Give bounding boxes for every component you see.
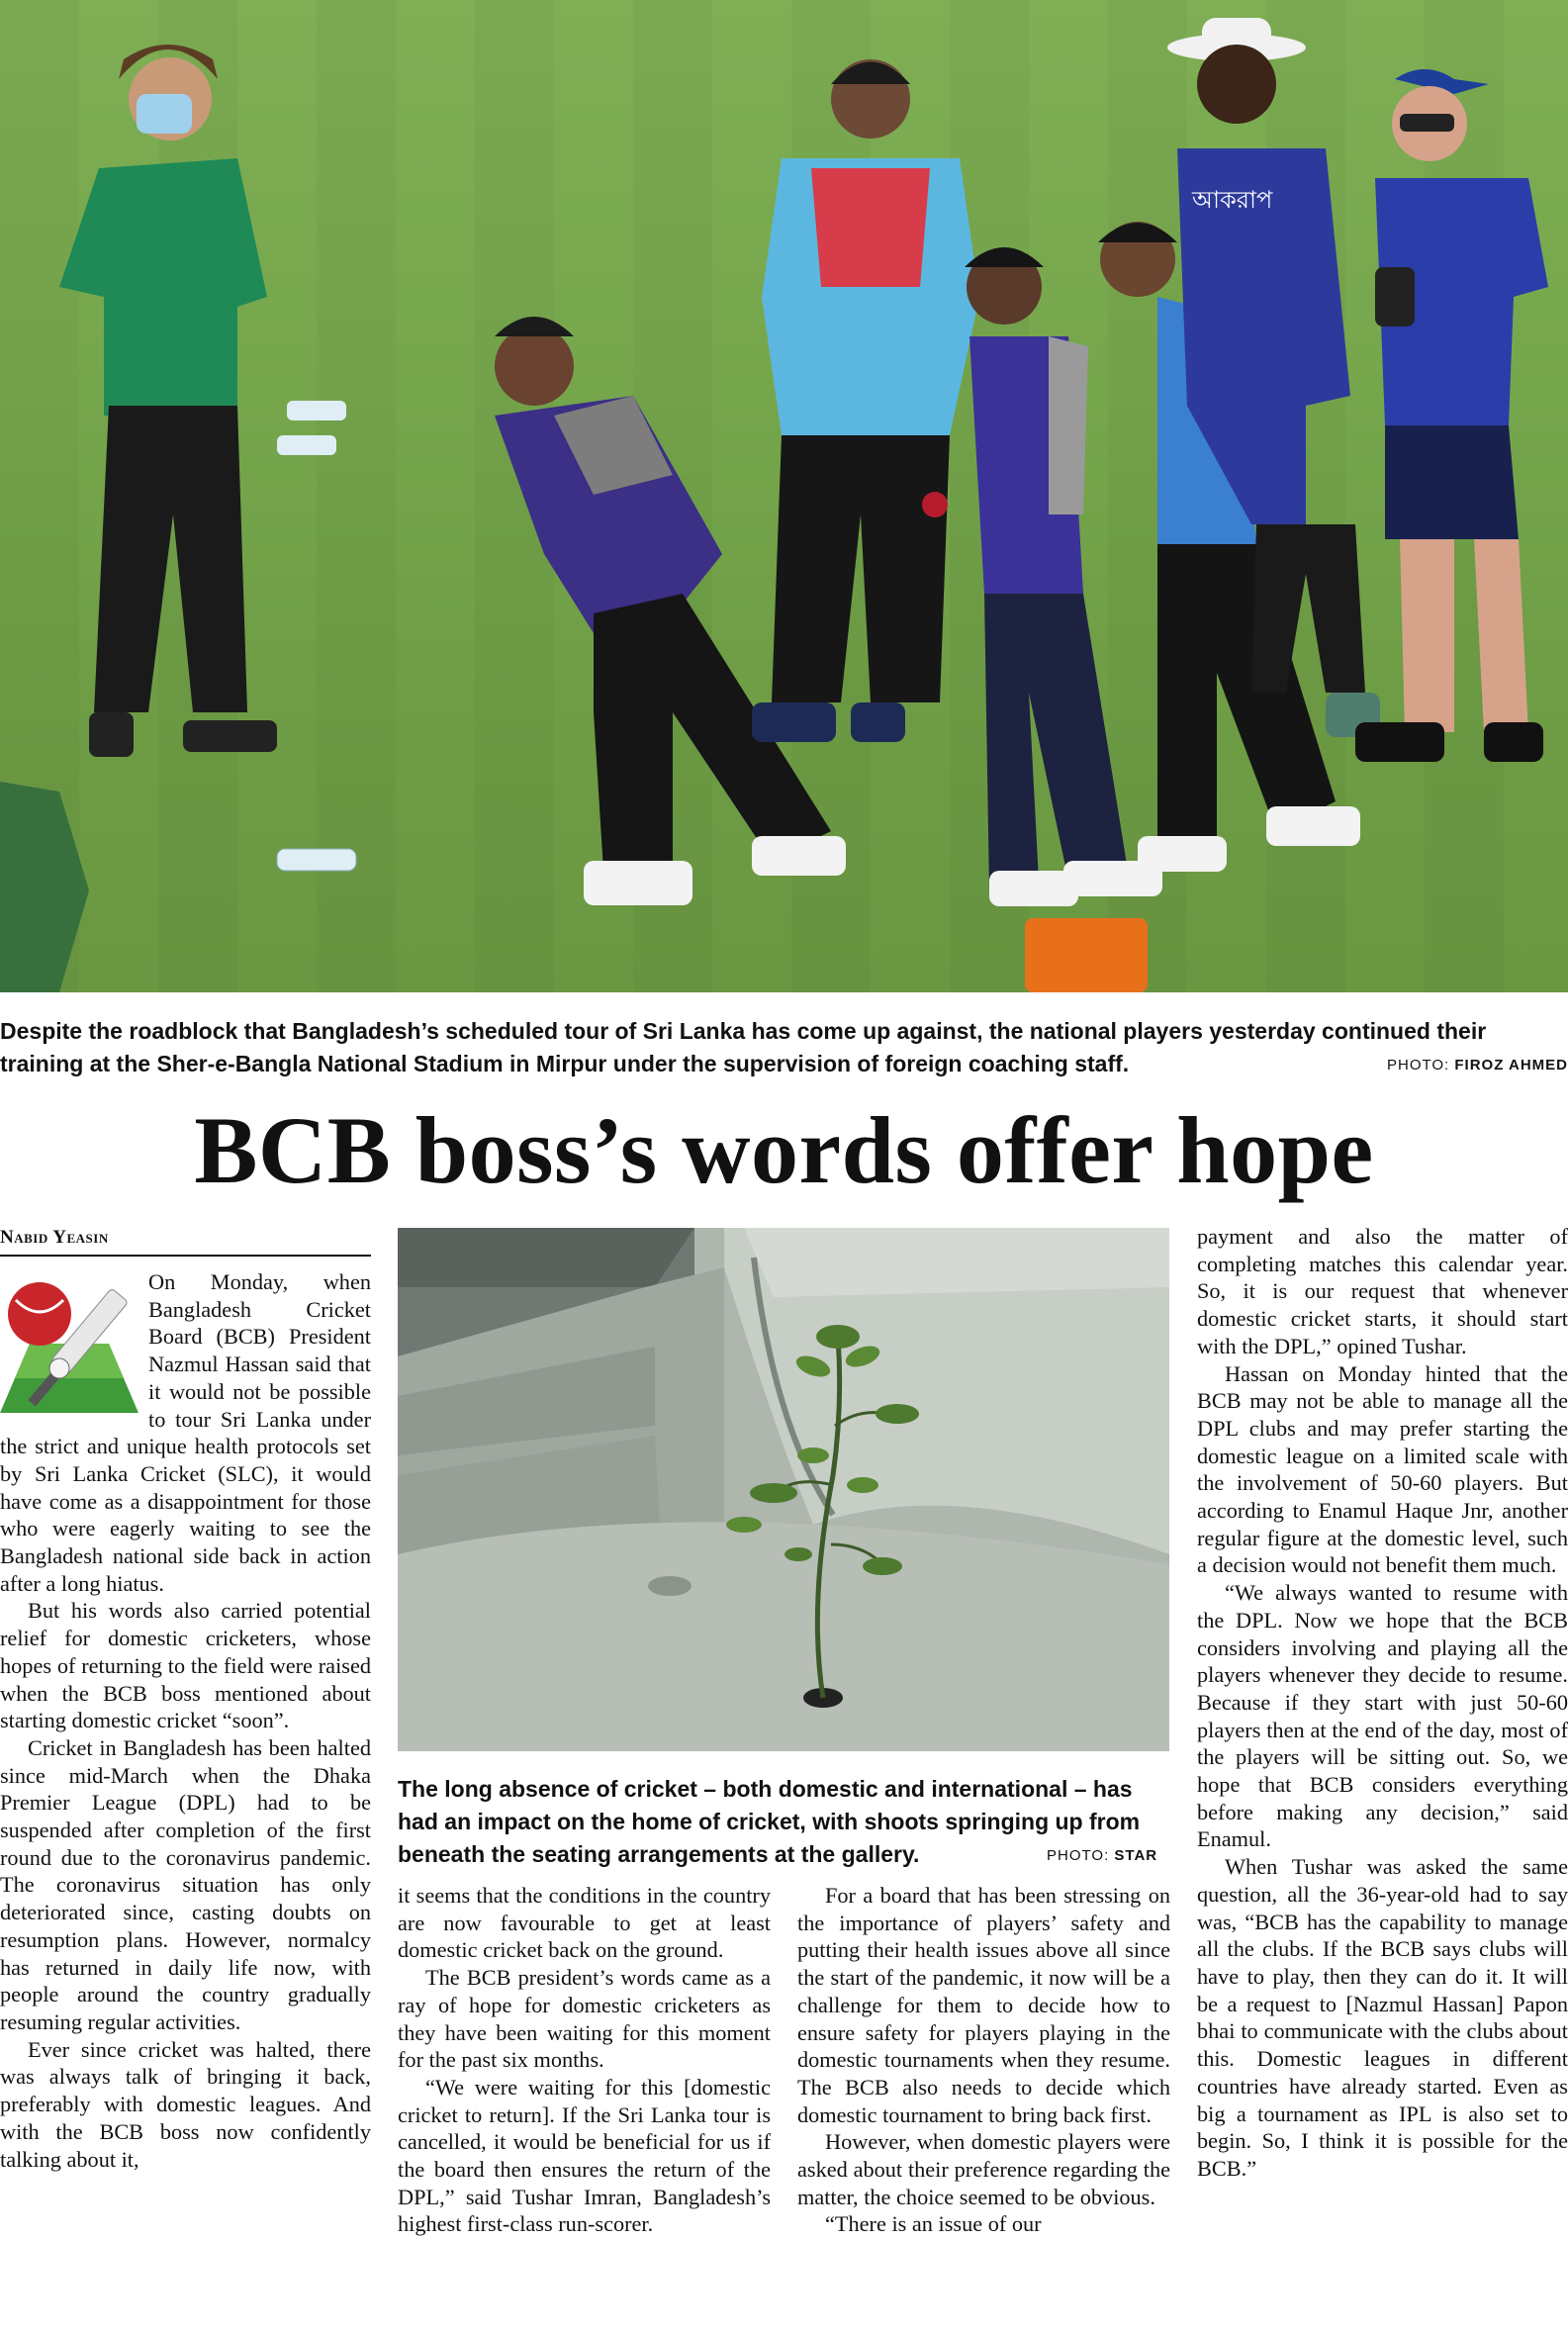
article-paragraph: Ever since cricket was halted, there was always talk of bringing it back, preferably with domestic leagues. And with the BCB boss now confidently talking about it, (0, 2036, 371, 2172)
top-photo-caption (0, 1015, 1568, 1080)
article-column-2 (398, 1882, 771, 2334)
credit-name: STAR (1114, 1847, 1158, 1864)
article-paragraph: “There is an issue of our (825, 2211, 1042, 2237)
article-paragraph: When Tushar was asked the same question, all the 36-year-old had to say was, “BCB has the capability to manage all the clubs. If the BCB says clubs will have to play, then they can do it. It will be a request to [Nazmul Hassan] Papon bhai to communicate with the clubs about this. Domestic leagues in different countries have already started. Even as big a tournament as IPL is also set to begin. So, I think it is possible for the BCB.” (1197, 1854, 1568, 2181)
article-paragraph: For a board that has been stressing on the importance of players’ safety and putting their health issues above all since the start of the pandemic, it now will be a challenge for them to decide how to ensure safety for players playing in the domestic tournaments when they resume. The BCB also needs to decide which domestic tournament to bring back first. (797, 1883, 1170, 2127)
top-photo-credit (1387, 1057, 1568, 1074)
article-paragraph: But his words also carried potential relief for domestic cricketers, whose hopes of returning to the field were raised when the BCB boss mentioned about starting domestic cricket “soon”. (0, 1598, 371, 1733)
training-photo (0, 0, 1568, 992)
article-paragraph: However, when domestic players were asked about their preference regarding the matter, the choice seemed to be obvious. (797, 2129, 1170, 2209)
inner-caption-line: had an impact on the home of cricket, with shoots springing up from (398, 1809, 1141, 1834)
article-paragraph: The BCB president’s words came as a ray of hope for domestic cricketers as they have been waiting for this moment for the past six months. (398, 1965, 771, 2073)
top-caption-line: training at the Sher-e-Bangla National Stadium in Mirpur under the supervision of foreign coaching staff. (0, 1051, 1130, 1076)
bottle-icon (277, 849, 356, 871)
article-paragraph: it seems that the conditions in the country are now favourable to get at least domestic cricket back on the ground. (398, 1883, 771, 1963)
inner-caption-line: The long absence of cricket – both domestic and international – has (398, 1776, 1133, 1802)
seat-shoot-photo-illustration (398, 1228, 1169, 1751)
article-paragraph: Hassan on Monday hinted that the BCB may not be able to manage all the DPL clubs and may prefer starting the domestic league on a limited scale with the involvement of 50-60 players. But according to Enamul Haque Jnr, another regular figure at the domestic level, such a decision would not benefit them much. (1197, 1360, 1568, 1578)
article-paragraph: “We were waiting for this [domestic cricket to return]. If the Sri Lanka tour is cancelled, it would be beneficial for us if the board then ensures the return of the DPL,” said Tushar Imran, Bangladesh’s highest first-class run-scorer. (398, 2074, 771, 2237)
top-caption-line: Despite the roadblock that Bangladesh’s scheduled tour of Sri Lanka has come up against, the national players yesterday continued their (0, 1018, 1487, 1044)
byline: Nabid Yeasin (0, 1227, 371, 1257)
article-column-1 (0, 1268, 371, 2334)
headline: BCB boss’s words offer hope (194, 1097, 1374, 1203)
credit-name: FIROZ AHMED (1454, 1057, 1568, 1074)
credit-label: PHOTO: (1386, 1057, 1450, 1074)
inner-caption-line: beneath the seating arrangements at the gallery. (398, 1841, 920, 1867)
cricket-training-photo-illustration (0, 0, 1568, 992)
article-column-4 (1197, 1223, 1568, 2334)
svg-text:আকরাপ: আকরাপ (1192, 186, 1273, 214)
article-column-3 (797, 1882, 1170, 2334)
article-paragraph: payment and also the matter of completing matches this calendar year. So, it is our request that whenever domestic cricket starts, it should start with the DPL,” opined Tushar. (1197, 1224, 1568, 1358)
article-paragraph: Cricket in Bangladesh has been halted since mid-March when the Dhaka Premier League (DPL) had to be suspended after completion of the first round due to the coronavirus pandemic. The coronavirus situation has only deteriorated since, casting doubts on resumption plans. However, normalcy has returned in daily life now, with people around the country gradually resuming regular activities. (0, 1734, 371, 2034)
credit-label: PHOTO: (1047, 1847, 1110, 1864)
article-paragraph: On Monday, when Bangladesh Cricket Board (BCB) President Nazmul Hassan said that it would not be possible to tour Sri Lanka under the strict and unique health protocols set by Sri Lanka Cricket (SLC), it would have come as a disappointment for those who were eagerly waiting to see the Bangladesh national side back in action after a long hiatus. (0, 1269, 371, 1596)
article-paragraph: “We always wanted to resume with the DPL. Now we hope that the BCB considers involving and playing all the players whenever they decide to resume. Because if they start with just 50-60 players then at the end of the day, most of the players will be sitting out. So, we hope that BCB considers everything before making any decision,” said Enamul. (1197, 1580, 1568, 1852)
bag-icon (1025, 918, 1148, 992)
cricket-logo-icon (0, 1274, 138, 1423)
gallery-seat-photo (398, 1228, 1169, 1751)
inner-photo-credit (1047, 1847, 1157, 1864)
